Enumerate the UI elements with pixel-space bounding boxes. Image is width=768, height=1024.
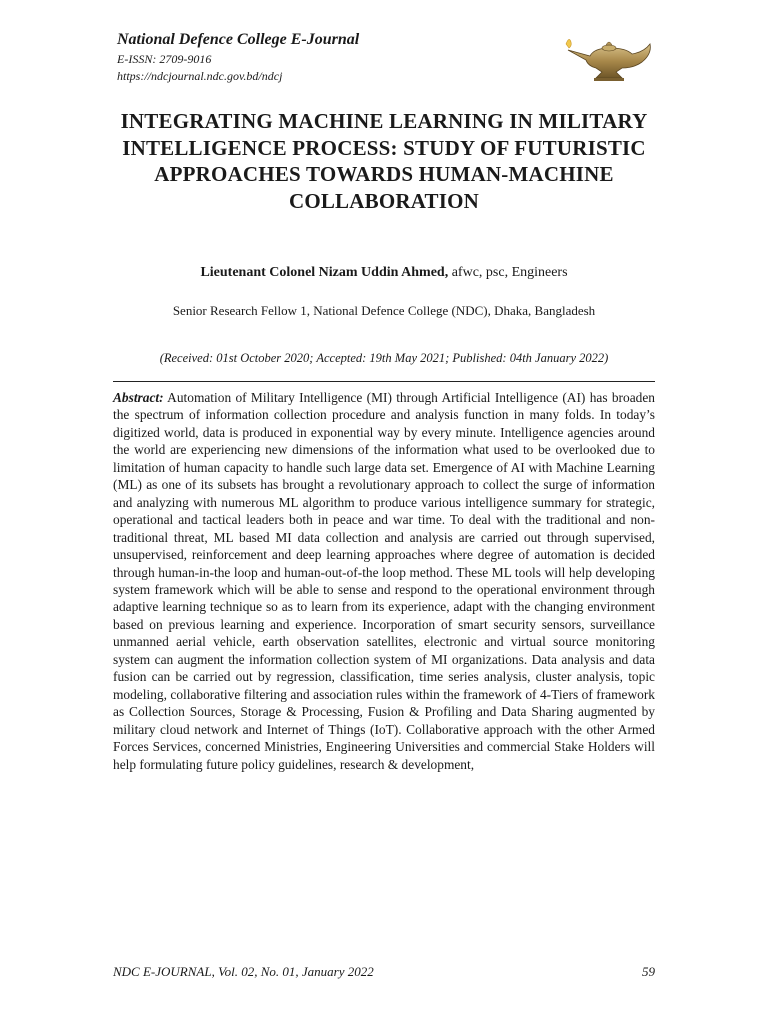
footer-citation: NDC E-JOURNAL, Vol. 02, No. 01, January 2022	[113, 964, 374, 979]
author-line	[0, 265, 768, 281]
page-number: 59	[642, 964, 655, 979]
journal-issn: E-ISSN: 2709-9016	[117, 52, 212, 66]
paper-title: INTEGRATING MACHINE LEARNING IN MILITARY INTELLIGENCE PROCESS: STUDY OF FUTURISTIC APPROACHES TOWARDS HUMAN-MACHINE COLLABORATION	[120, 109, 648, 213]
oil-lamp-icon	[560, 28, 655, 86]
abstract-text: Automation of Military Intelligence (MI) through Artificial Intelligence (AI) has broaden the spectrum of information collection procedure and analysis function in many folds. In today’s digitized world, data is produced in exponential way by every minute. Intelligence agencies around the world are experiencing new dimensions of the information what used to be overlooked due to limitation of human capacity to handle such large data set. Emergence of AI with Machine Learning (ML) as one of its subsets has brought a revolutionary approach to collect the surge of information and analyzing with numerous ML algorithm to produce various intelligence summary for strategic, operational and tactical leaders both in peace and war time. To deal with the traditional and non-traditional threat, ML based MI data collection and analysis are carried out through supervised, unsupervised, reinforcement and deep learning approaches where degree of automation is decided through human-in-the loop and human-out-of-the loop method. These ML tools will help developing system framework which will be able to sense and respond to the operational environment through adaptive learning technique so as to learn from its experience, adapt with the changing environment based on previous learning and experience. Incorporation of smart security sensors, surveillance unmanned aerial vehicle, earth observation satellites, electronic and virtual source monitoring system can augment the information collection system of MI organizations. Data analysis and data fusion can be carried out by regression, classification, time series analysis, cluster analysis, topic modeling, collaborative filtering and association rules within the framework of 4-Tiers of framework as Collection Sources, Storage & Processing, Fusion & Profiling and Data Sharing augmented by military cloud network and Internet of Things (IoT). Collaborative approach with the other Armed Forces Services, concerned Ministries, Engineering Universities and commercial Stake Holders will help formulating future policy guidelines, research & development,	[113, 390, 655, 772]
publication-dates: (Received: 01st October 2020; Accepted: 19th May 2021; Published: 04th January 2022)	[159, 351, 609, 365]
abstract	[113, 389, 655, 773]
journal-name: National Defence College E-Journal	[117, 31, 360, 48]
author-credentials: afwc, psc, Engineers	[448, 265, 568, 280]
author-name: Lieutenant Colonel Nizam Uddin Ahmed,	[200, 265, 449, 280]
author-affiliation: Senior Research Fellow 1, National Defence College (NDC), Dhaka, Bangladesh	[172, 303, 596, 318]
section-divider	[113, 381, 655, 382]
journal-url[interactable]: https://ndcjournal.ndc.gov.bd/ndcj	[117, 69, 283, 83]
abstract-label: Abstract:	[113, 390, 164, 405]
